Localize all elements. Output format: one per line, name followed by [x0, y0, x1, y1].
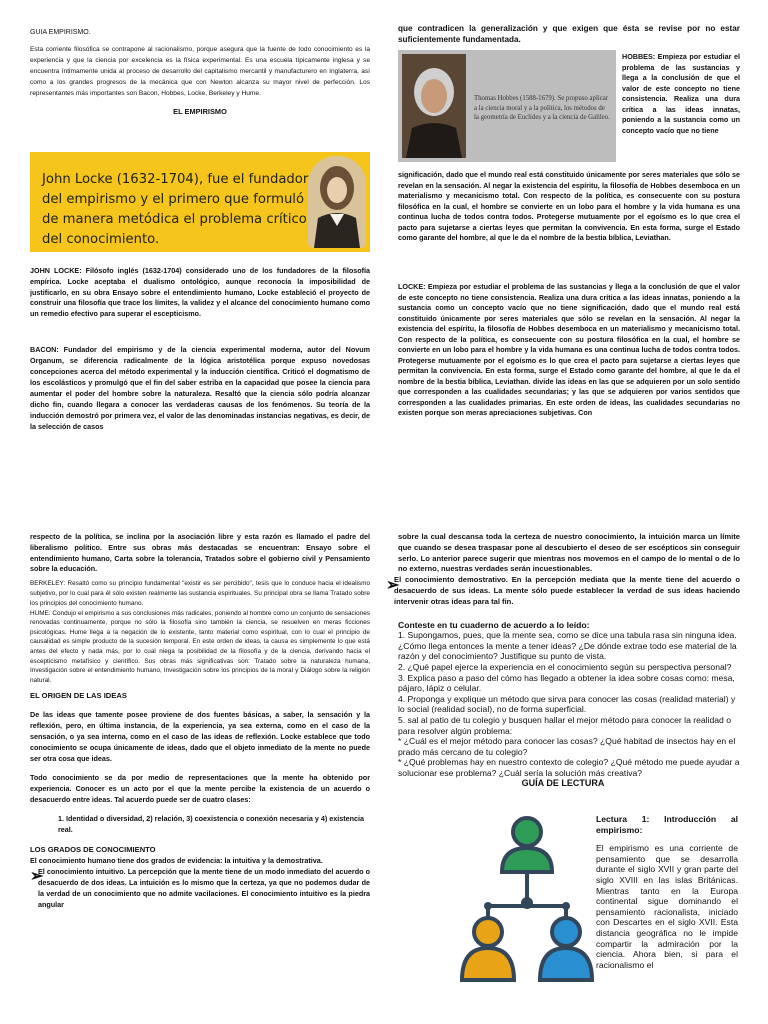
locke-politics: respecto de la política, se inclina por la asociación libre y esta razón es llamado el padre del liberalismo político. Entre sus obras más destacadas se encuentran: Ensayo sobre el entendimiento humano, Carta sobre la tolerancia, Tratados sobre el gobierno civil y Pensamiento sobre la educación.	[30, 532, 370, 574]
certeza-paragraph: sobre la cual descansa toda la certeza de nuestro conocimiento, la intuición marca un límite que cuando se desea traspasar pone al descubierto el deseo de ser escépticos sin conseguir serlo. Lo anterior parece sugerir que mientras nos movemos en el campo de lo mental o de lo no externo, nuestras verdades serán incuestionables.	[398, 532, 740, 574]
guide-title: GUIA EMPIRISMO.	[30, 29, 91, 36]
page-top-right	[398, 24, 740, 470]
hobbes-continuation: significación, dado que el mundo real está constituido únicamente por seres materiales que sólo se revelan en la sensación. Al negar la existencia del espíritu, la filosofía de Hobbes desemboca en un materialismo y mecanicismo total. Con respecto de la política, es consecuente con su postura filosófica en la cual, el hombre se convierte en un lobo para el hombre y la vida humana es una continua lucha de todos contra todos. Protegerse mutuamente por el egoísmo es lo que crea el pacto para sujetarse a ciertas leyes que permitan la convivencia. En esta forma, surge el Estado como garante del hombre, al que le da el nombre de la bestia bíblica, Leviathan.	[398, 170, 740, 242]
pregunta-3: 3. Explica paso a paso del cómo has llegado a obtener la idea sobre cosas como: mesa, pájaro, lápiz o celular.	[398, 672, 735, 694]
pregunta-5: 5. sal al patio de tu colegio y busquen hallar el mejor método para conocer la realidad o para resolver algún problema:	[398, 714, 731, 736]
person-green-icon	[502, 818, 552, 872]
people-network-illustration	[448, 814, 606, 984]
pregunta-2: 2. ¿Qué papel ejerce la experiencia en el conocimiento según su perspectiva personal?	[398, 661, 732, 672]
grados-paragraph: El conocimiento humano tiene dos grados de evidencia: la intuitiva y la demostrativa.	[30, 855, 323, 865]
guia-lectura-heading: GUÍA DE LECTURA	[521, 778, 605, 789]
locke-bio: JOHN LOCKE: Filósofo inglés (1632-1704) considerado uno de los fundadores de la filosofía empírica. Locke aceptaba el dualismo ontológico, aunque reconocía la imposibilidad de justificarlo, en su obra Ensayo sobre el entendimiento humano, Locke estableció el proyecto de construir una filosofía que trace los límites, la validez y el alcance del conocimiento humano como un remedio efectivo para superar el escepticismo.	[30, 266, 370, 319]
pregunta-5b: * ¿Qué problemas hay en nuestro contexto de colegio? ¿Qué método me puede ayudar a solucionar ese problema? ¿Cuál sería la solución más creativa?	[398, 757, 740, 778]
locke-banner	[30, 152, 370, 252]
grados-heading: LOS GRADOS DE CONOCIMIENTO	[30, 844, 156, 854]
hume-paragraph: HUME: Condujo el empirismo a sus conclusiones más radicales, poniendo al hombre como un conjunto de sensaciones renovadas continuamente, porque no sólo la filosofía sino también la ciencia, se resuelven en meras ficciones psicológicas. Hume llega a la negación de lo existente, tanto material como espiritual, con lo cual el principio de causalidad es simple producto de la sucesión temporal. En este orden de ideas, la causa es simplemente lo que está antes del efecto y nada más, por lo cual niega la posibilidad de la filosofía y de la ciencia, derivando hacia el escepticismo metafísico y científico. Sus obras más significativas son: Tratado sobre la naturaleza humana, Investigación sobre el entendimiento humano, Investigación sobre los principios de la moral y Diálogo sobre la religión natural.	[30, 609, 370, 684]
empirismo-heading: EL EMPIRISMO	[173, 107, 227, 117]
conteste-heading: Conteste en tu cuaderno de acuerdo a lo leído:	[398, 619, 590, 630]
page-bottom-right	[386, 532, 740, 1022]
bullet-arrow-icon: ➢	[386, 577, 400, 595]
berkeley-paragraph: BERKELEY: Resaltó como su principio fundamental "existir es ser percibido", tesis que lo conduce hacia el idealismo subjetivo, por lo cual para él sólo existen realmente las sustancia espirituales. Su principal obra se llama Tratado sobre los principios del conocimiento humano.	[30, 580, 370, 607]
hobbes-side-text: HOBBES: Empieza por estudiar el problema de las sustancias y llega a la conclusión de que el valor de este concepto no tiene consistencia. Realiza una dura crítica a las ideas innatas, poniendo a la sustancia como un concepto vacío que no tiene	[622, 52, 740, 135]
person-yellow-icon	[462, 918, 514, 980]
demostrativo-bullet	[386, 575, 740, 607]
page-top-left	[30, 28, 370, 468]
bacon-paragraph: BACON: Fundador del empirismo y de la ciencia experimental moderna, autor del Novum Organum, se diferencia radicalmente de la lógica aristotélica porque expuso novedosas concepciones acerca del método experimental y la inducción científica. Criticó el dogmatismo de los escolásticos y promulgó que el fin del saber estriba en la capacidad que posee la ciencia para aumentar el poder del hombre sobre la naturaleza. Resaltó que la ciencia sólo podría alcanzar dicho fin, cuando llegara a conocer las verdaderas causas de los fenómenos. Su teoría de la inducción demostró por primera vez, el valor de las denominadas instancias negativas, es decir, de la selección de casos	[30, 345, 370, 431]
intuitivo-bullet	[30, 866, 370, 910]
hobbes-portrait-panel	[398, 50, 616, 162]
origen-heading: EL ORIGEN DE LAS IDEAS	[30, 691, 127, 701]
bullet-arrow-icon: ➢	[30, 867, 44, 885]
lectura-title: Lectura 1: Introducción al empirismo:	[596, 814, 738, 835]
demostrativo-paragraph: El conocimiento demostrativo. En la percepción mediata que la mente tiene del acuerdo o desacuerdo de sus ideas. La mente sólo puede establecer la verdad de sus ideas haciendo intervenir otras ideas para tal fin.	[394, 575, 740, 606]
locke-portrait	[308, 156, 366, 248]
locke-second: LOCKE: Empieza por estudiar el problema de las sustancias y llega a la conclusión de que el valor de este concepto no tiene consistencia. Realiza una dura crítica a las ideas innatas, poniendo a la sustancia como un concepto vacío que no tiene significación, dado que el mundo real está constituido únicamente por seres materiales que sólo se revelan en la sensación. Al negar la existencia del espíritu, la filosofía de Hobbes desemboca en un materialismo y mecanicismo total. Con respecto de la política, es consecuente con su postura filosófica en la cual, el hombre se convierte en un lobo para el hombre y la vida humana es una continua lucha de todos contra todos. Protegerse mutuamente por el egoísmo es lo que crea el pacto para sujetarse a ciertas leyes que permitan la convivencia. En esta forma, surge el Estado como garante del hombre, al que le da el nombre de la bestia bíblica, Leviathan. divide las ideas en las que se adquieren por un solo sentido que corresponden a las cualidades secundarias; y las que se adquieren por varios sentidos que corresponden a las cualidades primarias. En este orden de ideas, las cualidades secundarias no existen porque son meras apreciaciones subjetivas. Con	[398, 282, 740, 417]
intuitivo-paragraph: El conocimiento intuitivo. La percepción que la mente tiene de un modo inmediato del acuerdo o desacuerdo de dos ideas. La intuición es lo mismo que la certeza, ya que no podemos dudar de la verdad de un conocimiento que no admite vacilaciones. El conocimiento intuitivo es la piedra angular	[38, 866, 370, 909]
cuatro-clases-list: 1. Identidad o diversidad, 2) relación, 3) coexistencia o conexión necesaria y 4) existencia real.	[58, 813, 364, 834]
origen-paragraph: De las ideas que tamente posee proviene de dos fuentes básicas, a saber, la sensación y la reflexión, pero, en última instancia, de la experiencia, ya sea externa, como en el caso de la sensación, o ya sea interna, como en el caso de las ideas de reflexión. Locke establece que todo conocimiento se ocupa únicamente de ideas, dado que el objeto inmediato de la mente no puede ser otra cosa que ideas.	[30, 709, 370, 763]
locke-banner-text: John Locke (1632-1704), fue el fundador del empirismo y el primero que formuló de manera metódica el problema crítico del conocimiento.	[42, 172, 309, 247]
pregunta-5a: * ¿Cuál es el mejor método para conocer las cosas? ¿Qué habitad de insectos hay en el prado más cercano de tu colegio?	[398, 736, 736, 757]
lectura-column	[596, 814, 738, 970]
pregunta-4: 4. Proponga y explique un método que sirva para conocer las cosas (realidad material) y lo social (realidad social), no de forma superficial.	[398, 693, 736, 715]
pregunta-1: 1. Supongamos, pues, que la mente sea, como se dice una tabula rasa sin ninguna idea. ¿Cómo llega entonces la mente a tener ideas? ¿De dónde extrae todo ese material de la razón y del conocimiento? Justifique su punto de vista.	[398, 630, 737, 662]
intro-paragraph: Esta corriente filosófica se contrapone al racionalismo, porque asegura que la fuente de todo conocimiento es la experiencia y que la ciencia por excelencia es la física experimental. Es una escuela típicamente inglesa y se encuentra íntimamente unida al proceso de desarrollo del capitalismo mercantil y manufacturero en Inglaterra, así como a los grandes progresos de la mecánica que con Newton alcanza su mayor nivel de perfección. Los representantes más importantes son Bacon, Hobbes, Locke, Berkeley y Hume.	[30, 46, 370, 98]
hobbes-portrait	[402, 54, 466, 158]
person-blue-icon	[540, 918, 592, 980]
todo-conocimiento-paragraph: Todo conocimiento se da por medio de representaciones que la mente ha obtenido por experiencia. Conocer es un acto por el que la mente percibe la existencia de un acuerdo o desacuerdo entre ideas. Tal acuerdo puede ser de cuatro clases:	[30, 772, 370, 804]
lectura-text: El empirismo es una corriente de pensamiento que se desarrolla durante el siglo XVII y gran parte del siglo XVIII en las islas Británicas. Mientras tanto en la Europa continental sigue dominando el pensamiento racionalista, iniciado con Descartes en el siglo XVII. Esta distancia geográfica no le impide compartir la admiración por la ciencia. Ahora bien, si para el racionalismo el	[596, 843, 738, 970]
top-continuation: que contradicen la generalización y que exigen que ésta se revise por no estar suficientemente fundamentada.	[398, 24, 740, 44]
hobbes-caption: Thomas Hobbes (1588-1679). Se propuso aplicar a la ciencia moral y a la política, los métodos de la geometría de Euclides y a la ciencia de Galileo.	[474, 95, 610, 122]
preguntas-list	[398, 630, 740, 778]
page-bottom-left	[30, 532, 370, 1012]
